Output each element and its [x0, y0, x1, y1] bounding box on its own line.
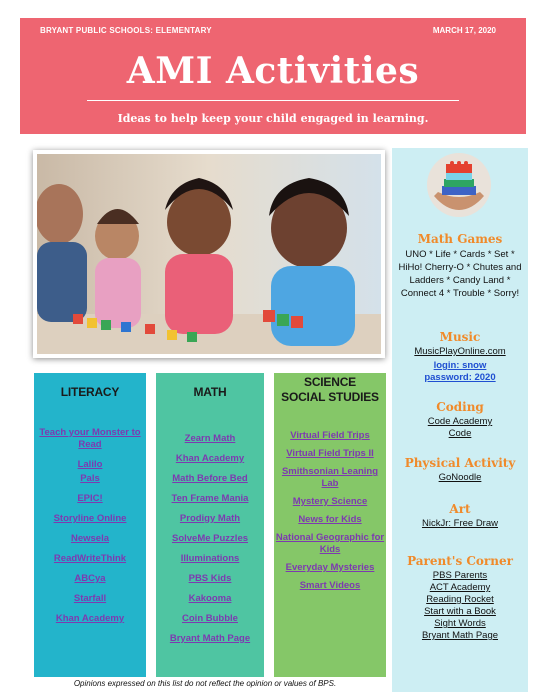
link-smithsonian-lab[interactable]: Smithsonian Leaning Lab — [281, 466, 379, 489]
toy-blocks-icon — [426, 152, 492, 218]
parents-corner-heading: Parent's Corner — [407, 554, 513, 568]
science-column — [274, 373, 386, 677]
art-heading: Art — [449, 502, 471, 516]
music-heading: Music — [439, 330, 481, 344]
link-coin-bubble[interactable]: Coin Bubble — [182, 613, 238, 624]
children-photo — [33, 150, 385, 358]
link-zearn-math[interactable]: Zearn Math — [184, 433, 236, 444]
title-divider — [87, 100, 459, 101]
science-heading — [274, 375, 386, 405]
parents-corner-section — [394, 554, 526, 642]
link-nickjr-draw[interactable]: NickJr: Free Draw — [421, 518, 498, 529]
link-readwritethink[interactable]: ReadWriteThink — [53, 553, 127, 564]
children-playing-illustration — [37, 154, 381, 354]
music-login: login: snow — [433, 360, 487, 371]
link-virtual-field-trips-2[interactable]: Virtual Field Trips II — [286, 448, 374, 459]
link-storyline-online[interactable]: Storyline Online — [53, 513, 127, 524]
link-illuminations[interactable]: Illuminations — [180, 553, 240, 564]
link-start-with-a-book[interactable]: Start with a Book — [424, 606, 496, 617]
link-pbs-kids[interactable]: PBS Kids — [188, 573, 232, 584]
link-pals[interactable]: Pals — [80, 473, 100, 484]
math-games-heading: Math Games — [417, 232, 503, 246]
resources-panel — [392, 148, 528, 692]
link-mystery-science[interactable]: Mystery Science — [292, 496, 368, 507]
music-password: password: 2020 — [424, 372, 496, 383]
link-pbs-parents[interactable]: PBS Parents — [432, 570, 488, 581]
link-code-academy[interactable]: Code Academy Code — [427, 416, 493, 439]
coding-heading: Coding — [436, 400, 484, 414]
district-name: BRYANT PUBLIC SCHOOLS: ELEMENTARY — [40, 26, 212, 35]
science-heading-line1: SCIENCE — [304, 375, 356, 389]
link-prodigy-math[interactable]: Prodigy Math — [179, 513, 241, 524]
math-games-section — [394, 232, 526, 300]
math-links — [156, 433, 264, 645]
link-epic[interactable]: EPIC! — [77, 493, 103, 504]
header-banner — [20, 18, 526, 134]
link-lalilo[interactable]: Lalilo — [77, 459, 103, 470]
link-virtual-field-trips[interactable]: Virtual Field Trips — [290, 430, 370, 441]
link-bryant-math-page[interactable]: Bryant Math Page — [169, 633, 251, 644]
disclaimer: Opinions expressed on this list do not reflect the opinion or values of BPS. — [73, 679, 337, 688]
literacy-column — [34, 373, 146, 677]
art-section — [394, 502, 526, 530]
link-news-for-kids[interactable]: News for Kids — [298, 514, 362, 525]
physical-activity-section — [394, 456, 526, 484]
link-abcya[interactable]: ABCya — [74, 573, 106, 584]
link-gonoodle[interactable]: GoNoodle — [438, 472, 482, 483]
page-title: AMI Activities — [126, 50, 420, 92]
link-newsela[interactable]: Newsela — [70, 533, 110, 544]
link-kakooma[interactable]: Kakooma — [188, 593, 232, 604]
coding-section — [394, 400, 526, 440]
link-bryant-math-page-parents[interactable]: Bryant Math Page — [421, 630, 499, 641]
literacy-heading: LITERACY — [60, 385, 120, 399]
link-smart-videos[interactable]: Smart Videos — [299, 580, 361, 591]
link-khan-academy-math[interactable]: Khan Academy — [175, 453, 245, 464]
math-heading: MATH — [193, 385, 227, 399]
link-sight-words[interactable]: Sight Words — [434, 618, 486, 629]
link-everyday-mysteries[interactable]: Everyday Mysteries — [285, 562, 375, 573]
math-column — [156, 373, 264, 677]
literacy-links — [34, 427, 146, 625]
link-starfall[interactable]: Starfall — [73, 593, 107, 604]
link-reading-rocket[interactable]: Reading Rocket — [426, 594, 494, 605]
science-heading-line2: SOCIAL STUDIES — [281, 390, 379, 404]
link-khan-academy-literacy[interactable]: Khan Academy — [55, 613, 125, 624]
link-ten-frame-mania[interactable]: Ten Frame Mania — [171, 493, 249, 504]
music-section — [394, 330, 526, 384]
link-musicplayonline[interactable]: MusicPlayOnline.com — [414, 346, 506, 357]
link-act-academy[interactable]: ACT Academy — [429, 582, 491, 593]
link-math-before-bed[interactable]: Math Before Bed — [172, 473, 248, 484]
link-national-geographic-kids[interactable]: National Geographic for Kids — [275, 532, 385, 555]
link-solveme-puzzles[interactable]: SolveMe Puzzles — [171, 533, 249, 544]
math-games-list: UNO * Life * Cards * Set * HiHo! Cherry-O * Chutes and Ladders * Candy Land * Connect 4 * Trouble * Sorry! — [398, 249, 522, 299]
physical-activity-heading: Physical Activity — [404, 456, 516, 470]
science-links — [274, 430, 386, 592]
tagline: Ideas to help keep your child engaged in learning. — [117, 112, 429, 125]
issue-date: MARCH 17, 2020 — [432, 26, 496, 35]
link-teach-your-monster[interactable]: Teach your Monster to Read — [39, 427, 141, 450]
